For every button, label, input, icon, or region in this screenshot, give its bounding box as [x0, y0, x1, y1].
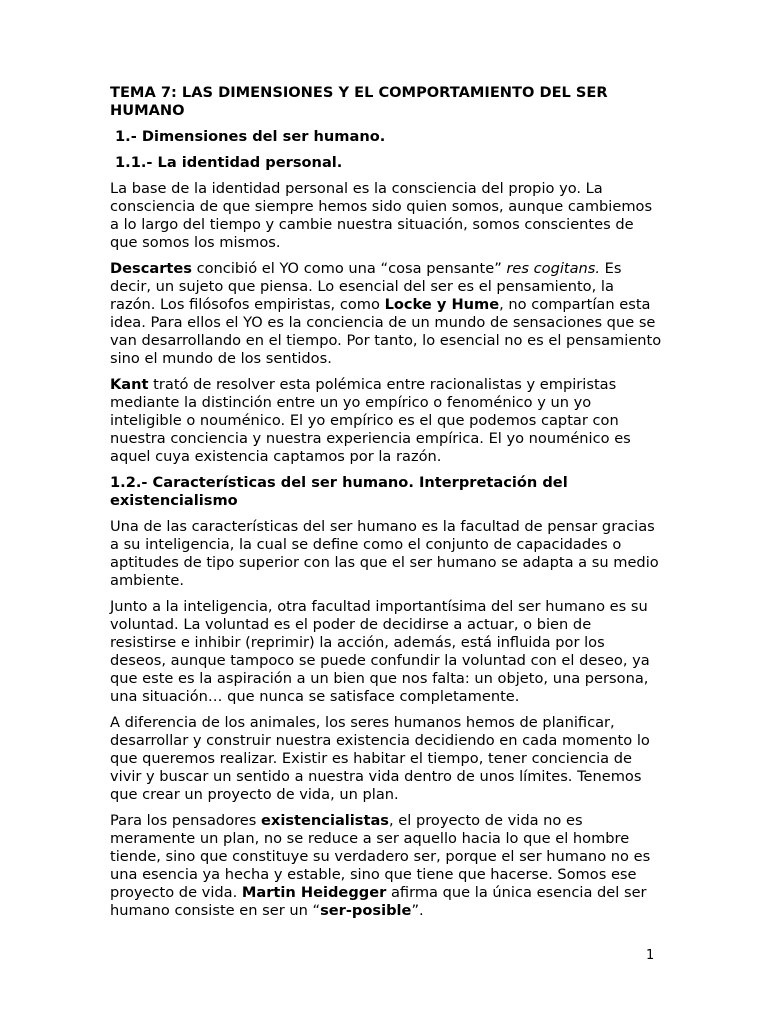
- paragraph-intelligence: Una de las características del ser humano es la facultad de pensar gracias a su inteligencia, la cual se define como el conjunto de capacidades o aptitudes de tipo superior con las que el ser humano se adapta a su medio ambiente.: [110, 518, 659, 589]
- paragraph-existence: A diferencia de los animales, los seres humanos hemos de planificar, desarrollar y construir nuestra existencia decidiendo en cada momento lo que queremos realizar. Existir es habitar el tiempo, tener conciencia de vivir y buscar un sentido a nuestra vida dentro de unos límites. Tenemos que crear un proyecto de vida, un plan.: [110, 714, 650, 803]
- paragraph-kant: [110, 376, 662, 466]
- paragraph-will: Junto a la inteligencia, otra facultad importantísima del ser humano es su voluntad. La voluntad es el poder de decidirse a actuar, o bien de resistirse e inhibir (reprimir) la acción, además, está influida por los deseos, aunque tampoco se puede confundir la voluntad con el deseo, ya que este es la aspiración a un bien que nos falta: un objeto, una persona, una situación… que nunca se satisface completamente.: [110, 598, 650, 705]
- italic-res-cogitans: res cogitans.: [506, 260, 601, 277]
- section-heading-1-1: 1.1.- La identidad personal.: [115, 154, 343, 171]
- text-span: ”.: [411, 902, 424, 919]
- paragraph-descartes: [110, 260, 662, 368]
- bold-heidegger: Martin Heidegger: [241, 884, 387, 901]
- section-heading-1-2: 1.2.- Características del ser humano. Interpretación del existencialismo: [110, 474, 568, 509]
- bold-existencialistas: existencialistas: [261, 812, 389, 829]
- bold-locke-hume: Locke y Hume: [384, 296, 500, 313]
- text-span: , no compartían esta idea. Para ellos el YO es la conciencia de un mundo de sensaciones que se van desarrollando en el tiempo. Por tanto, lo esencial no es el pensamiento sino el mundo de los sentidos.: [110, 296, 662, 367]
- bold-descartes: Descartes: [110, 260, 192, 277]
- paragraph-identity-base: La base de la identidad personal es la consciencia del propio yo. La consciencia de que siempre hemos sido quien somos, aunque cambiemos a lo largo del tiempo y cambie nuestra situación, somos conscientes de que somos los mismos.: [110, 180, 653, 251]
- document-title: TEMA 7: LAS DIMENSIONES Y EL COMPORTAMIENTO DEL SER HUMANO: [110, 84, 608, 119]
- bold-kant: Kant: [110, 376, 149, 393]
- paragraph-existentialists: [110, 812, 662, 920]
- text-span: trató de resolver esta polémica entre racionalistas y empiristas mediante la distinción entre un yo empírico o fenoménico y un yo inteligible o nouménico. El yo empírico es el que podemos captar con nuestra conciencia y nuestra experiencia empírica. El yo nouménico es aquel cuya existencia captamos por la razón.: [110, 376, 631, 465]
- text-span: afirma que la única esencia del ser humano consiste en ser un “: [110, 884, 647, 919]
- section-heading-1: 1.- Dimensiones del ser humano.: [115, 128, 386, 145]
- text-span: concibió el YO como una “cosa pensante”: [191, 260, 507, 277]
- text-span: Para los pensadores: [110, 812, 262, 829]
- bold-ser-posible: ser-posible: [320, 902, 412, 919]
- text-span: Es decir, un sujeto que piensa. Lo esencial del ser es el pensamiento, la razón. Los filósofos empiristas, como: [110, 260, 622, 313]
- document-body: [110, 84, 662, 928]
- page-number: 1: [646, 948, 655, 963]
- text-span: , el proyecto de vida no es meramente un plan, no se reduce a ser aquello hacia lo que el hombre tiende, sino que constituye su verdadero ser, porque el ser humano no es una esencia ya hecha y estable, sino que tiene que hacerse. Somos ese proyecto de vida.: [110, 812, 651, 901]
